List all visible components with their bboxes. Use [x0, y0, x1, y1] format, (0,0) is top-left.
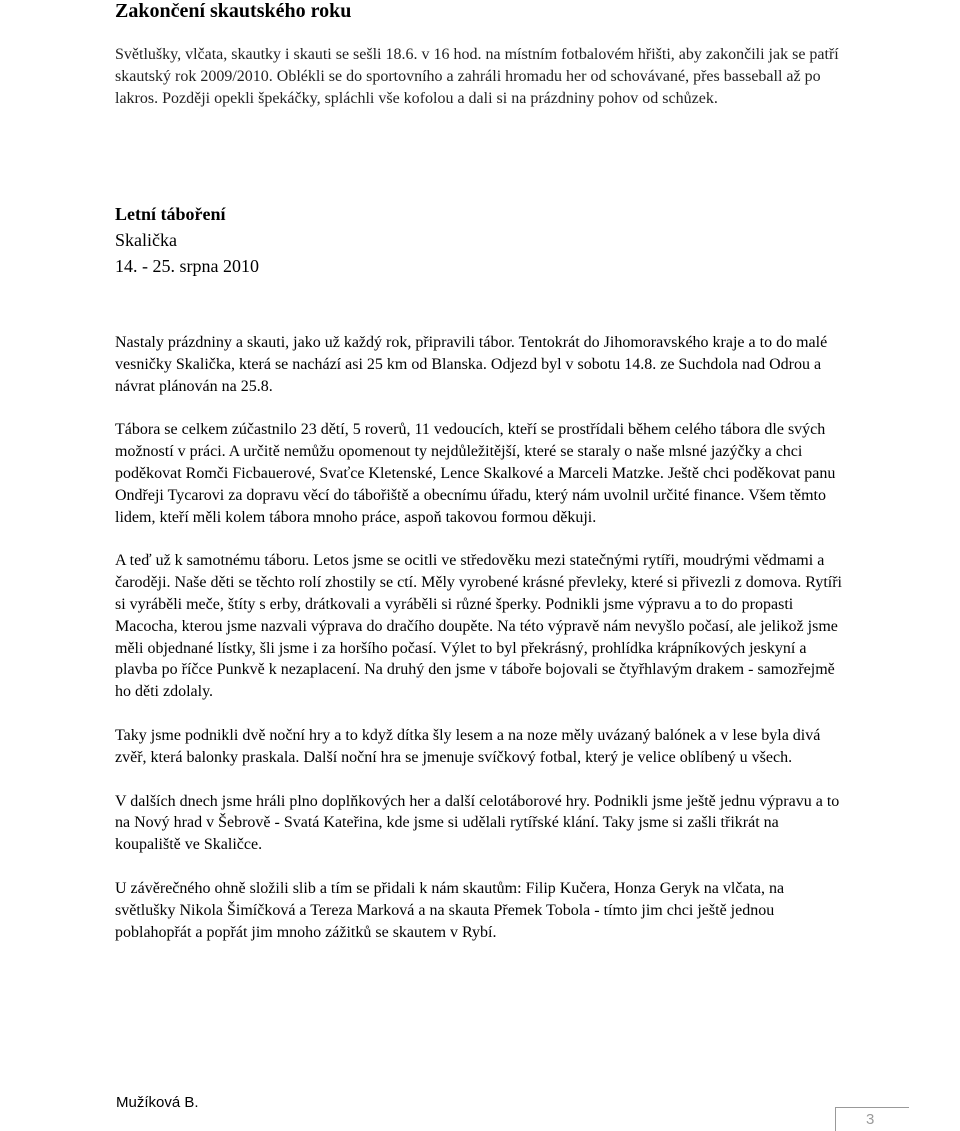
camp-place: Skalička	[115, 230, 177, 250]
camp-dates: 14. - 25. srpna 2010	[115, 256, 259, 276]
body-paragraph: U závěrečného ohně složili slib a tím se přidali k nám skautům: Filip Kučera, Honza Geryk na vlčata, na světlušky Nikola Šimíčková a Tereza Marková a na skauta Přemek Tobola - tímto jim chci ještě jednou poblahopřát a popřát jim mnoho zážitků se skautem v Rybí.	[115, 879, 785, 941]
intro-paragraph: Světlušky, vlčata, skautky i skauti se sešli 18.6. v 16 hod. na místním fotbalovém hřišti, aby zakončili jak se patří skautský rok 2009/2010. Oblékli se do sportovního a zahráli hromadu her od schovávané, přes basseball až po lakros. Později opekli špekáčky, spláchli vše kofolou a dali si na prázdniny pohov od schůzek.	[115, 46, 839, 107]
article-heading: Zakončení skautského roku	[115, 0, 352, 22]
body-paragraph: A teď už k samotnému táboru. Letos jsme se ocitli ve středověku mezi statečnými rytíři, moudrými vědmami a čaroději. Naše děti se těchto rolí zhostily se ctí. Měly vyrobené krásné převleky, které si přivezli z domova. Rytíři si vyráběli meče, štíty s erby, drátkovali a vyráběli si různé šperky. Podnikli jsme výpravu a to do propasti Macocha, kterou jsme nazvali výprava do dračího doupěte. Na této výpravě nám nevyšlo počasí, ale jelikož jsme měli objednané lístky, šli jsme i za horšího počasí. Výlet to byl překrásný, prohlídka krápníkových jeskyní a plavba po říčce Punkvě k nezaplacení. Na druhý den jsme v táboře bojovali se čtyřhlavým drakem - samozřejmě ho děti zdolaly.	[115, 552, 842, 701]
body-paragraph: Nastaly prázdniny a skauti, jako už každý rok, připravili tábor. Tentokrát do Jihomoravského kraje a to do malé vesničky Skalička, která se nachází asi 25 km od Blanska. Odjezd byl v sobotu 14.8. ze Suchdola nad Odrou a návrat plánován na 25.8.	[115, 334, 828, 395]
section-title: Letní táboření	[115, 204, 226, 224]
page-number: 3	[866, 1111, 875, 1128]
camp-section-header	[115, 201, 259, 279]
article-body	[115, 332, 845, 965]
body-paragraph: Taky jsme podnikli dvě noční hry a to když dítka šly lesem a na noze měly uvázaný balónek a v lese byla divá zvěř, která balonky praskala. Další noční hra se jmenuje svíčkový fotbal, který je velice oblíbený u všech.	[115, 726, 821, 766]
footer-author: Mužíková B.	[116, 1094, 199, 1111]
body-paragraph: Tábora se celkem zúčastnilo 23 dětí, 5 roverů, 11 vedoucích, kteří se prostřídali během celého tábora dle svých možností v práci. A určitě nemůžu opomenout ty nejdůležitější, které se staraly o naše mlsné jazýčky a chci poděkovat Romči Ficbauerové, Svaťce Kletenské, Lence Skalkové a Marceli Matzke. Ještě chci poděkovat panu Ondřeji Tycarovi za dopravu věcí do tábořiště a obecnímu úřadu, který nám uvolnil určité finance. Všem těmto lidem, kteří měli kolem tábora mnoho práce, aspoň takovou formou děkuji.	[115, 421, 836, 526]
body-paragraph: V dalších dnech jsme hráli plno doplňkových her a další celotáborové hry. Podnikli jsme ještě jednu výpravu a to na Nový hrad v Šebrově - Svatá Kateřina, kde jsme si udělali rytířské klání. Taky jsme si zašli třikrát na koupaliště ve Skaličce.	[115, 792, 840, 854]
